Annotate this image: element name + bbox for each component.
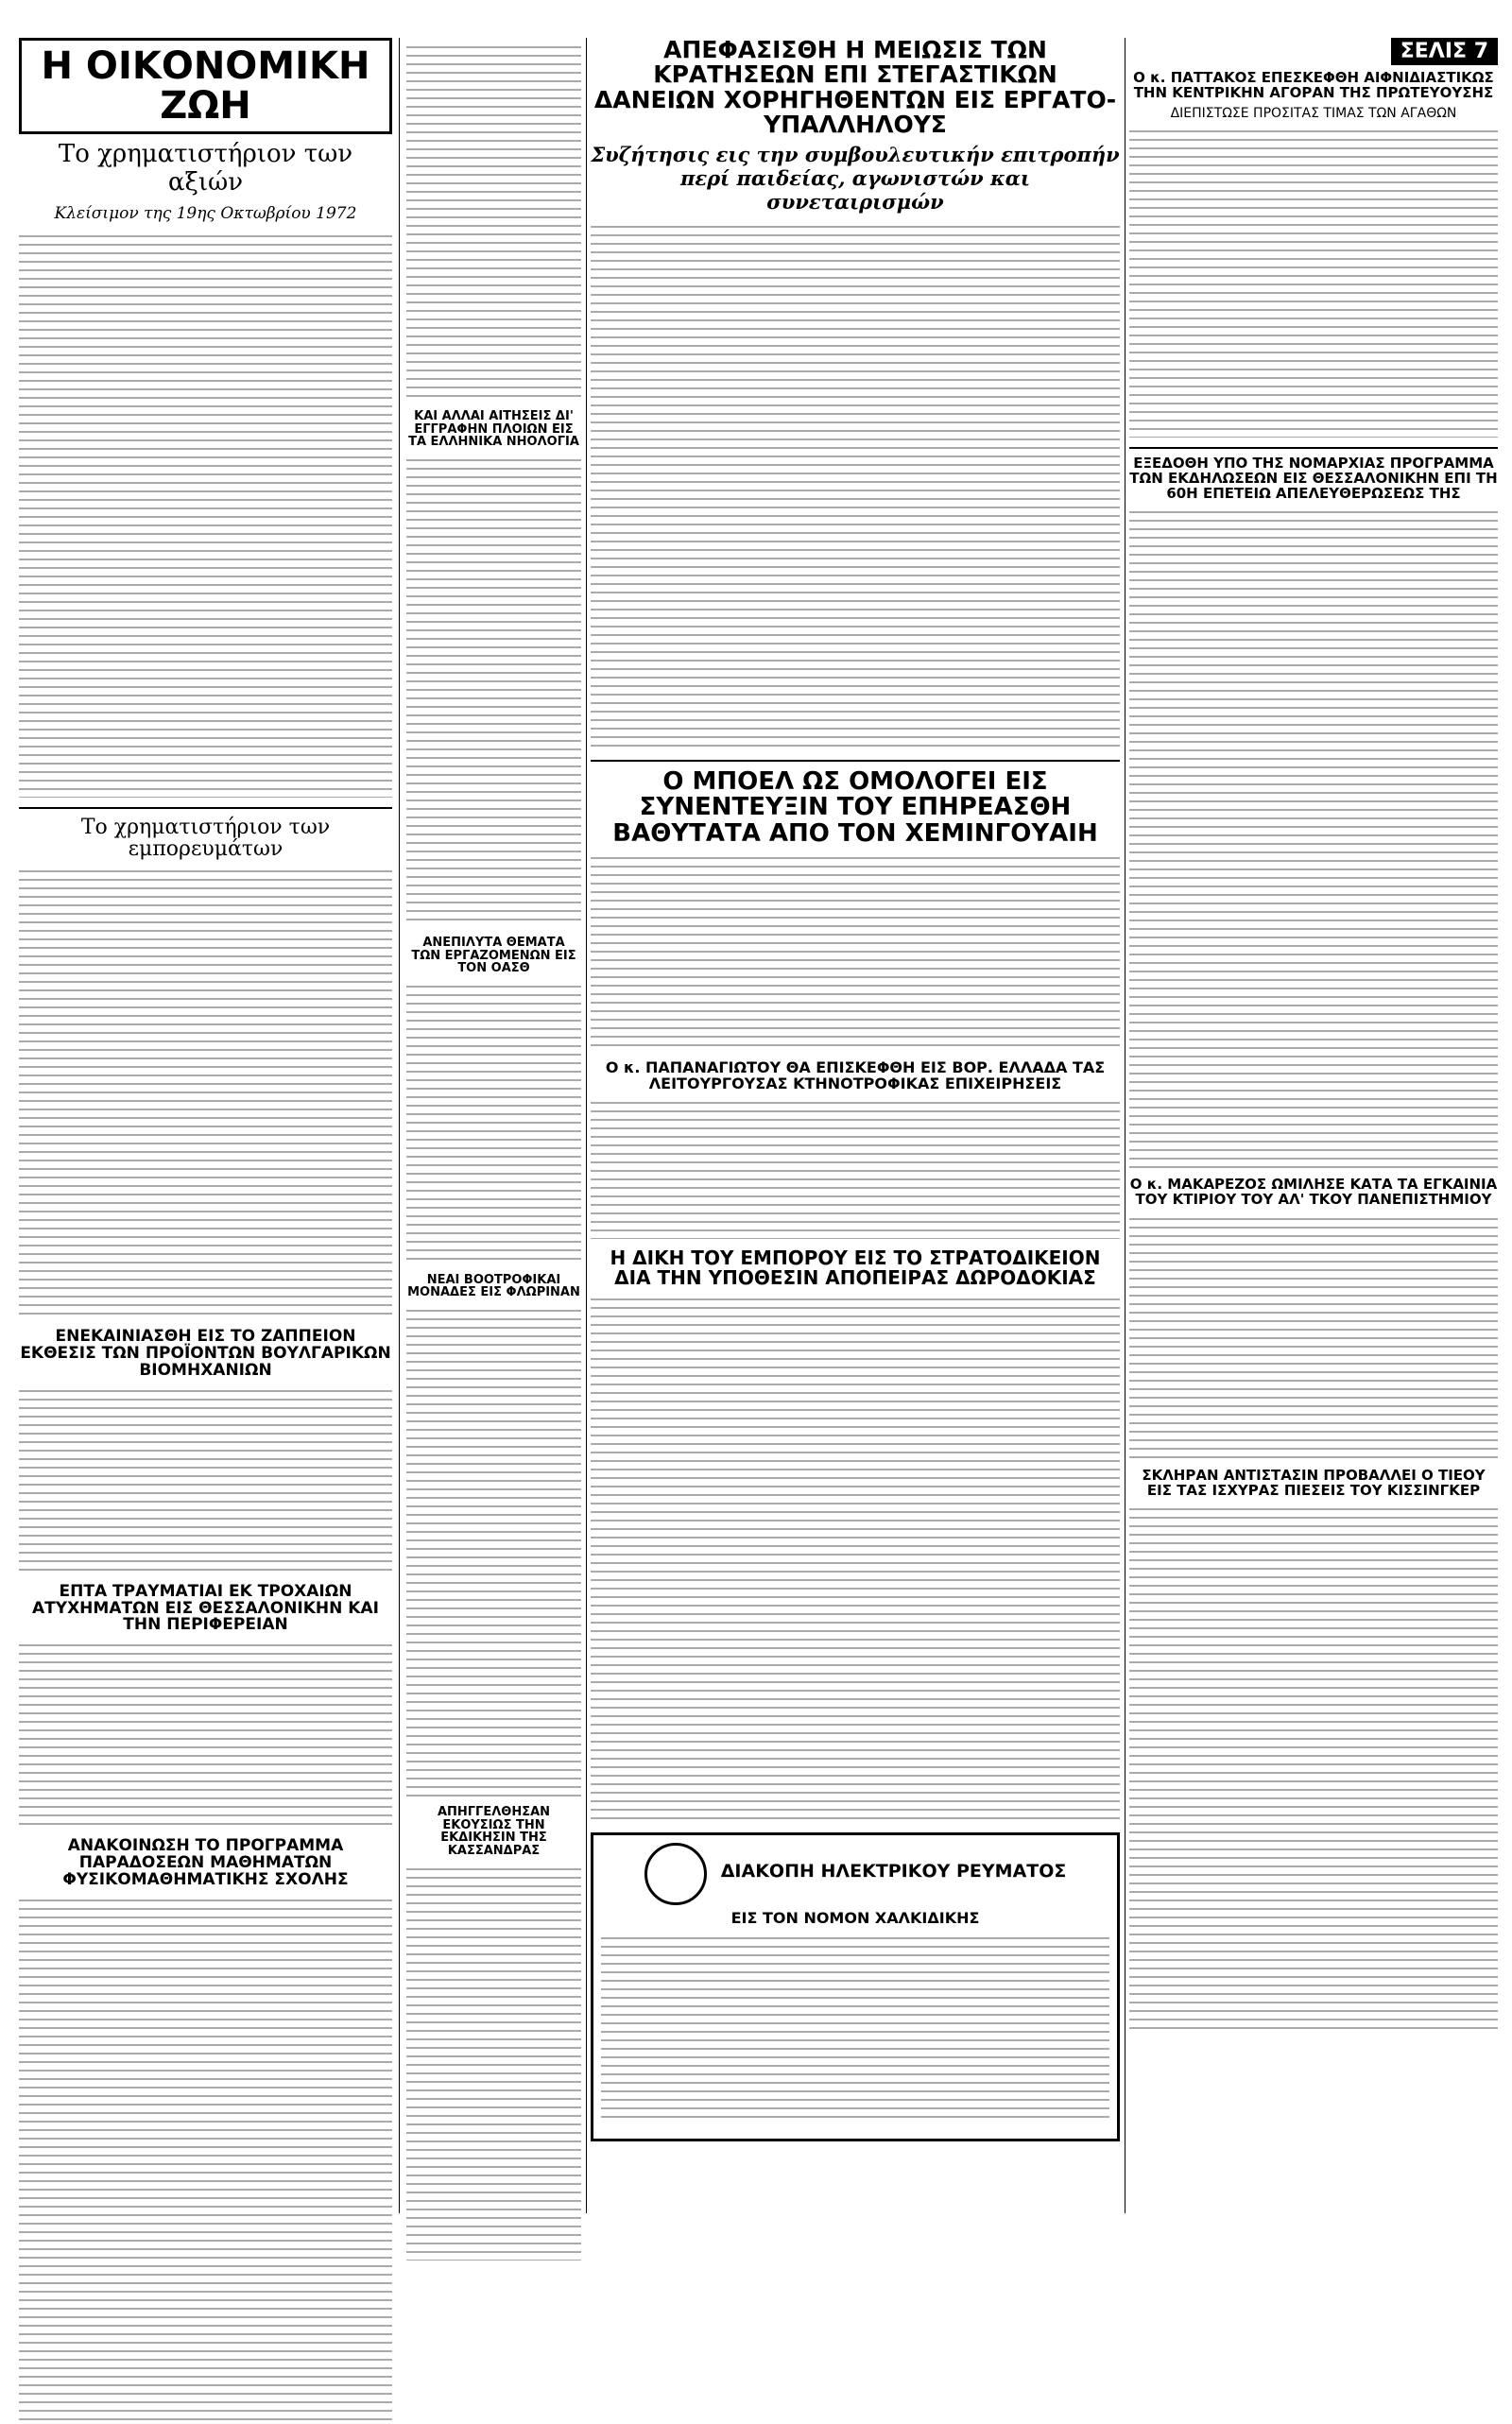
article-text xyxy=(591,1294,1120,1823)
notice-text xyxy=(601,1933,1109,2122)
column-4 xyxy=(1129,38,1498,2213)
power-outage-notice xyxy=(591,1832,1120,2141)
divider xyxy=(1129,447,1498,449)
page-tag: ΣΕΛΙΣ 7 xyxy=(1391,38,1498,65)
headline-ship-registry: ΚΑΙ ΑΛΛΑΙ ΑΙΤΗΣΕΙΣ ΔΙ' ΕΓΓΡΑΦΗΝ ΠΛΟΙΩΝ ΕΙΣ ΤΑ ΕΛΛΗΝΙΚΑ ΝΗΟΛΟΓΙΑ xyxy=(408,409,579,450)
subheadline-main: Συζήτησις εις την συμβουλευτικήν επιτροπήν περί παιδείας, αγωνιστών και συνεταιρισμών xyxy=(591,143,1120,214)
article-text xyxy=(406,1864,581,2261)
column-2 xyxy=(406,38,581,2213)
column-rule xyxy=(399,38,400,2213)
headline-kassandra: ΑΠΗΓΓΕΛΘΗΣΑΝ ΕΚΟΥΣΙΩΣ ΤΗΝ ΕΚΔΙΚΗΣΙΝ ΤΗΣ ΚΑΣΣΑΝΔΡΑΣ xyxy=(437,1805,551,1859)
stock-quotes-table xyxy=(19,231,392,798)
section-title: Η ΟΙΚΟΝΟΜΙΚΗ ΖΩΗ xyxy=(19,38,392,134)
headline-makarezos: Ο κ. ΜΑΚΑΡΕΖΟΣ ΩΜΙΛΗΣΕ ΚΑΤΑ ΤΑ ΕΓΚΑΙΝΙΑ ΤΟΥ ΚΤΙΡΙΟΥ ΤΟΥ ΑΛ' ΤΚΟΥ ΠΑΝΕΠΙΣΤΗΜΙΟΥ xyxy=(1129,1176,1498,1209)
market-title: Το χρηματιστήριον των αξιών xyxy=(58,140,353,197)
article-text xyxy=(406,981,581,1264)
headline-florina: ΝΕΑΙ ΒΟΟΤΡΟΦΙΚΑΙ ΜΟΝΑΔΕΣ ΕΙΣ ΦΛΩΡΙΝΑΝ xyxy=(407,1272,580,1300)
column-3 xyxy=(591,38,1120,2213)
article-text xyxy=(19,1895,392,2424)
article-text xyxy=(591,1097,1120,1239)
headline-oasth: ΑΝΕΠΙΛΥΤΑ ΘΕΜΑΤΑ ΤΩΝ ΕΡΓΑΖΟΜΕΝΩΝ ΕΙΣ ΤΟΝ ΟΑΣΘ xyxy=(411,935,576,976)
article-text xyxy=(1129,126,1498,438)
headline-liberation: ΕΞΕΔΟΘΗ ΥΠΟ ΤΗΣ ΝΟΜΑΡΧΙΑΣ ΠΡΟΓΡΑΜΜΑ ΤΩΝ ΕΚΔΗΛΩΣΕΩΝ ΕΙΣ ΘΕΣΣΑΛΟΝΙΚΗΝ ΕΠΙ ΤΗ 60Η ΕΠΕΤΕΙΩ ΑΠΕΛΕΥΘΕΡΩΣΕΩΣ ΤΗΣ xyxy=(1129,455,1498,502)
headline-accidents: ΕΠΤΑ ΤΡΑΥΜΑΤΙΑΙ ΕΚ ΤΡΟΧΑΙΩΝ ΑΤΥΧΗΜΑΤΩΝ ΕΙΣ ΘΕΣΣΑΛΟΝΙΚΗΝ ΚΑΙ ΤΗΝ ΠΕΡΙΦΕΡΕΙΑΝ xyxy=(32,1581,379,1635)
divider xyxy=(19,807,392,809)
closing-date: Κλείσιμον της 19ης Οκτωβρίου 1972 xyxy=(54,204,357,223)
divider xyxy=(591,760,1120,762)
column-rule xyxy=(586,38,587,2213)
article-text xyxy=(406,42,581,401)
article-text xyxy=(406,1305,581,1797)
dei-logo xyxy=(644,1843,707,1905)
headline-trial: Η ΔΙΚΗ ΤΟΥ ΕΜΠΟΡΟΥ ΕΙΣ ΤΟ ΣΤΡΑΤΟΔΙΚΕΙΟΝ ΔΙΑ ΤΗΝ ΥΠΟΘΕΣΙΝ ΑΠΟΠΕΙΡΑΣ ΔΩΡΟΔΟΚΙΑΣ xyxy=(610,1246,1101,1290)
article-text xyxy=(19,1385,392,1574)
article-text xyxy=(1129,1213,1498,1459)
subheadline-pattakos: ΔΙΕΠΙΣΤΩΣΕ ΠΡΟΣΙΤΑΣ ΤΙΜΑΣ ΤΩΝ ΑΓΑΘΩΝ xyxy=(1170,105,1457,121)
commodity-title: Το χρηματιστήριον των εμπορευμάτων xyxy=(80,816,331,862)
headline-main: ΑΠΕΦΑΣΙΣΘΗ Η ΜΕΙΩΣΙΣ ΤΩΝ ΚΡΑΤΗΣΕΩΝ ΕΠΙ ΣΤΕΓΑΣΤΙΚΩΝ ΔΑΝΕΙΩΝ ΧΟΡΗΓΗΘΕΝΤΩΝ ΕΙΣ ΕΡΓΑΤΟ-ΥΠΑΛΛΗΛΟΥΣ xyxy=(593,36,1117,138)
headline-fair: ΕΝΕΚΑΙΝΙΑΣΘΗ ΕΙΣ ΤΟ ΖΑΠΠΕΙΟΝ ΕΚΘΕΣΙΣ ΤΩΝ ΠΡΟΪΟΝΤΩΝ ΒΟΥΛΓΑΡΙΚΩΝ ΒΙΟΜΗΧΑΝΙΩΝ xyxy=(20,1327,391,1380)
commodity-text xyxy=(19,866,392,1319)
article-text xyxy=(19,1640,392,1829)
headline-pattakos: Ο κ. ΠΑΤΤΑΚΟΣ ΕΠΕΣΚΕΦΘΗ ΑΙΦΝΙΔΙΑΣΤΙΚΩΣ ΤΗΝ ΚΕΝΤΡΙΚΗΝ ΑΓΟΡΑΝ ΤΗΣ ΠΡΩΤΕΥΟΥΣΗΣ xyxy=(1133,69,1494,101)
notice-subtitle: ΕΙΣ ΤΟΝ ΝΟΜΟΝ ΧΑΛΚΙΔΙΚΗΣ xyxy=(730,1909,980,1928)
article-text xyxy=(1129,507,1498,1168)
notice-title: ΔΙΑΚΟΠΗ ΗΛΕΚΤΡΙΚΟΥ ΡΕΥΜΑΤΟΣ xyxy=(720,1860,1067,1882)
column-1 xyxy=(19,38,392,2213)
headline-boell: Ο ΜΠΟΕΛ ΩΣ ΟΜΟΛΟΓΕΙ ΕΙΣ ΣΥΝΕΝΤΕΥΞΙΝ ΤΟΥ ΕΠΗΡΕΑΣΘΗ ΒΑΘΥΤΑΤΑ ΑΠΟ ΤΟΝ ΧΕΜΙΝΓΟΥΑΙΗ xyxy=(612,767,1098,848)
headline-papanagiotou: Ο κ. ΠΑΠΑΝΑΓΙΩΤΟΥ ΘΑ ΕΠΙΣΚΕΦΘΗ ΕΙΣ ΒΟΡ. ΕΛΛΑΔΑ ΤΑΣ ΛΕΙΤΟΥΡΓΟΥΣΑΣ ΚΤΗΝΟΤΡΟΦΙΚΑΣ ΕΠΙΧΕΙΡΗΣΕΙΣ xyxy=(605,1057,1106,1092)
headline-thieu: ΣΚΛΗΡΑΝ ΑΝΤΙΣΤΑΣΙΝ ΠΡΟΒΑΛΛΕΙ Ο ΤΙΕΟΥ ΕΙΣ ΤΑΣ ΙΣΧΥΡΑΣ ΠΙΕΣΕΙΣ ΤΟΥ ΚΙΣΣΙΝΓΚΕΡ xyxy=(1142,1466,1486,1499)
article-text xyxy=(591,852,1120,1051)
article-text xyxy=(406,455,581,927)
article-text xyxy=(591,221,1120,750)
article-text xyxy=(1129,1504,1498,2033)
headline-school: ΑΝΑΚΟΙΝΩΣΗ ΤΟ ΠΡΟΓΡΑΜΜΑ ΠΑΡΑΔΟΣΕΩΝ ΜΑΘΗΜΑΤΩΝ ΦΥΣΙΚΟΜΑΘΗΜΑΤΙΚΗΣ ΣΧΟΛΗΣ xyxy=(62,1836,349,1889)
